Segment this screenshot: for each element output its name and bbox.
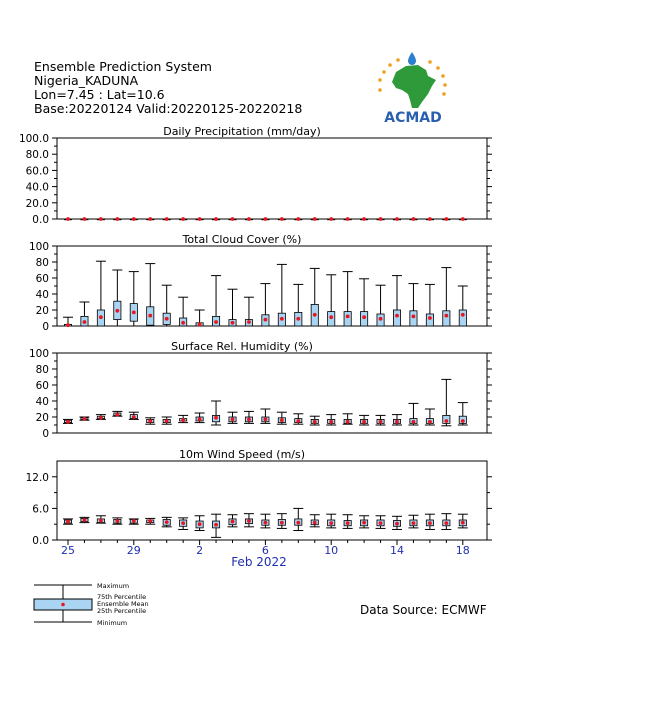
panel-4-title: 10m Wind Speed (m/s): [178, 448, 306, 461]
mean-dot: [428, 316, 432, 320]
y-tick-label: 20: [35, 412, 49, 424]
mean-dot: [461, 521, 465, 525]
chart-legend: [30, 582, 170, 626]
legend-minimum-label: Minimum: [97, 619, 128, 626]
panel-2-frame: [57, 246, 487, 326]
mean-dot: [444, 521, 448, 525]
y-tick-label: 100.0: [18, 133, 49, 145]
panel-4-frame: [57, 461, 487, 540]
iqr-box: [443, 311, 450, 326]
mean-dot: [346, 521, 350, 525]
mean-dot: [132, 519, 136, 523]
mean-dot: [214, 320, 218, 324]
mean-dot: [412, 217, 416, 221]
mean-dot: [346, 217, 350, 221]
y-tick-label: 20: [35, 305, 49, 317]
mean-dot: [428, 217, 432, 221]
y-tick-label: 0.0: [32, 214, 49, 226]
panel-1-title: Daily Precipitation (mm/day): [163, 125, 321, 138]
mean-dot: [247, 519, 251, 523]
mean-dot: [247, 320, 251, 324]
mean-dot: [214, 416, 218, 420]
mean-dot: [165, 520, 169, 524]
mean-dot: [148, 217, 152, 221]
mean-dot: [280, 521, 284, 525]
mean-dot: [461, 313, 465, 317]
mean-dot: [181, 321, 185, 325]
logo-text: ACMAD: [384, 110, 442, 126]
x-month-label: Feb 2022: [231, 555, 287, 569]
mean-dot: [165, 217, 169, 221]
y-tick-label: 100: [28, 348, 49, 360]
mean-dot: [231, 217, 235, 221]
mean-dot: [461, 217, 465, 221]
y-tick-label: 0: [42, 428, 49, 440]
mean-dot: [181, 521, 185, 525]
mean-dot: [165, 317, 169, 321]
mean-dot: [329, 217, 333, 221]
mean-dot: [296, 521, 300, 525]
legend-mean-dot: [61, 603, 65, 607]
mean-dot: [83, 518, 87, 522]
mean-dot: [412, 521, 416, 525]
iqr-box: [393, 310, 400, 326]
mean-dot: [231, 418, 235, 422]
mean-dot: [428, 420, 432, 424]
mean-dot: [346, 315, 350, 319]
mean-dot: [313, 420, 317, 424]
mean-dot: [362, 420, 366, 424]
mean-dot: [280, 217, 284, 221]
mean-dot: [198, 522, 202, 526]
panel-1-frame: [57, 138, 487, 219]
mean-dot: [379, 521, 383, 525]
mean-dot: [148, 519, 152, 523]
mean-dot: [346, 420, 350, 424]
mean-dot: [280, 317, 284, 321]
x-tick-label: 29: [126, 544, 141, 557]
mean-dot: [99, 315, 103, 319]
mean-dot: [280, 418, 284, 422]
mean-dot: [412, 420, 416, 424]
mean-dot: [444, 217, 448, 221]
mean-dot: [247, 418, 251, 422]
mean-dot: [313, 313, 317, 317]
station-name: Nigeria_KADUNA: [34, 73, 139, 88]
y-tick-label: 12.0: [25, 471, 49, 484]
y-tick-label: 40: [35, 396, 49, 408]
mean-dot: [264, 217, 268, 221]
mean-dot: [329, 521, 333, 525]
mean-dot: [181, 217, 185, 221]
y-tick-label: 0: [42, 321, 49, 333]
mean-dot: [83, 417, 87, 421]
mean-dot: [214, 523, 218, 527]
mean-dot: [99, 416, 103, 420]
mean-dot: [66, 420, 70, 424]
mean-dot: [198, 217, 202, 221]
mean-dot: [296, 217, 300, 221]
mean-dot: [444, 314, 448, 318]
mean-dot: [99, 217, 103, 221]
mean-dot: [66, 323, 70, 327]
mean-dot: [115, 413, 119, 417]
mean-dot: [395, 522, 399, 526]
data-source-note: Data Source: ECMWF: [360, 603, 487, 617]
mean-dot: [148, 419, 152, 423]
mean-dot: [296, 317, 300, 321]
mean-dot: [66, 217, 70, 221]
y-tick-label: 20.0: [25, 197, 49, 210]
system-title: Ensemble Prediction System: [34, 59, 212, 74]
panel-3-title: Surface Rel. Humidity (%): [171, 340, 313, 353]
mean-dot: [231, 520, 235, 524]
mean-dot: [132, 311, 136, 315]
x-tick-label: 6: [261, 544, 269, 557]
mean-dot: [461, 419, 465, 423]
iqr-box: [410, 311, 417, 326]
mean-dot: [444, 419, 448, 423]
mean-dot: [83, 217, 87, 221]
y-tick-label: 40.0: [25, 181, 49, 194]
panel-2-title: Total Cloud Cover (%): [182, 233, 302, 246]
y-tick-label: 100: [28, 241, 49, 253]
mean-dot: [329, 315, 333, 319]
mean-dot: [165, 419, 169, 423]
mean-dot: [214, 217, 218, 221]
mean-dot: [412, 315, 416, 319]
y-tick-label: 0.0: [32, 535, 49, 547]
mean-dot: [362, 521, 366, 525]
mean-dot: [66, 520, 70, 524]
mean-dot: [313, 217, 317, 221]
mean-dot: [362, 217, 366, 221]
mean-dot: [395, 314, 399, 318]
y-tick-label: 80.0: [25, 149, 49, 162]
mean-dot: [428, 521, 432, 525]
mean-dot: [132, 415, 136, 419]
mean-dot: [379, 420, 383, 424]
station-coordinates: Lon=7.45 : Lat=10.6: [34, 87, 165, 102]
mean-dot: [395, 217, 399, 221]
mean-dot: [231, 321, 235, 325]
mean-dot: [198, 323, 202, 327]
mean-dot: [132, 217, 136, 221]
mean-dot: [379, 317, 383, 321]
mean-dot: [379, 217, 383, 221]
x-tick-label: 2: [196, 544, 204, 557]
y-tick-label: 60.0: [25, 165, 49, 178]
mean-dot: [99, 519, 103, 523]
mean-dot: [148, 314, 152, 318]
iqr-box: [344, 312, 351, 326]
mean-dot: [264, 318, 268, 322]
mean-dot: [395, 420, 399, 424]
panel-3-frame: [57, 353, 487, 433]
x-tick-label: 10: [324, 544, 339, 557]
mean-dot: [264, 418, 268, 422]
y-tick-label: 60: [35, 380, 49, 392]
mean-dot: [264, 521, 268, 525]
x-tick-label: 25: [61, 544, 75, 557]
y-tick-label: 6.0: [32, 503, 49, 516]
mean-dot: [362, 315, 366, 319]
mean-dot: [247, 217, 251, 221]
mean-dot: [198, 418, 202, 422]
mean-dot: [313, 521, 317, 525]
mean-dot: [115, 309, 119, 313]
mean-dot: [83, 320, 87, 324]
iqr-box: [426, 314, 433, 326]
y-tick-label: 80: [35, 364, 49, 376]
forecast-dates: Base:20220124 Valid:20220125-20220218: [34, 101, 303, 116]
legend-p75-label: 75th Percentile: [97, 593, 147, 601]
legend-p25-label: 25th Percentile: [97, 607, 147, 615]
mean-dot: [115, 519, 119, 523]
mean-dot: [329, 420, 333, 424]
y-tick-label: 80: [35, 257, 49, 269]
iqr-box: [459, 310, 466, 326]
y-tick-label: 40: [35, 289, 49, 301]
x-tick-label: 18: [455, 544, 470, 557]
mean-dot: [181, 418, 185, 422]
legend-maximum-label: Maximum: [97, 582, 130, 590]
x-tick-label: 14: [390, 544, 404, 557]
mean-dot: [296, 419, 300, 423]
mean-dot: [115, 217, 119, 221]
legend-mean-label: Ensemble Mean: [97, 600, 149, 608]
y-tick-label: 60: [35, 273, 49, 285]
